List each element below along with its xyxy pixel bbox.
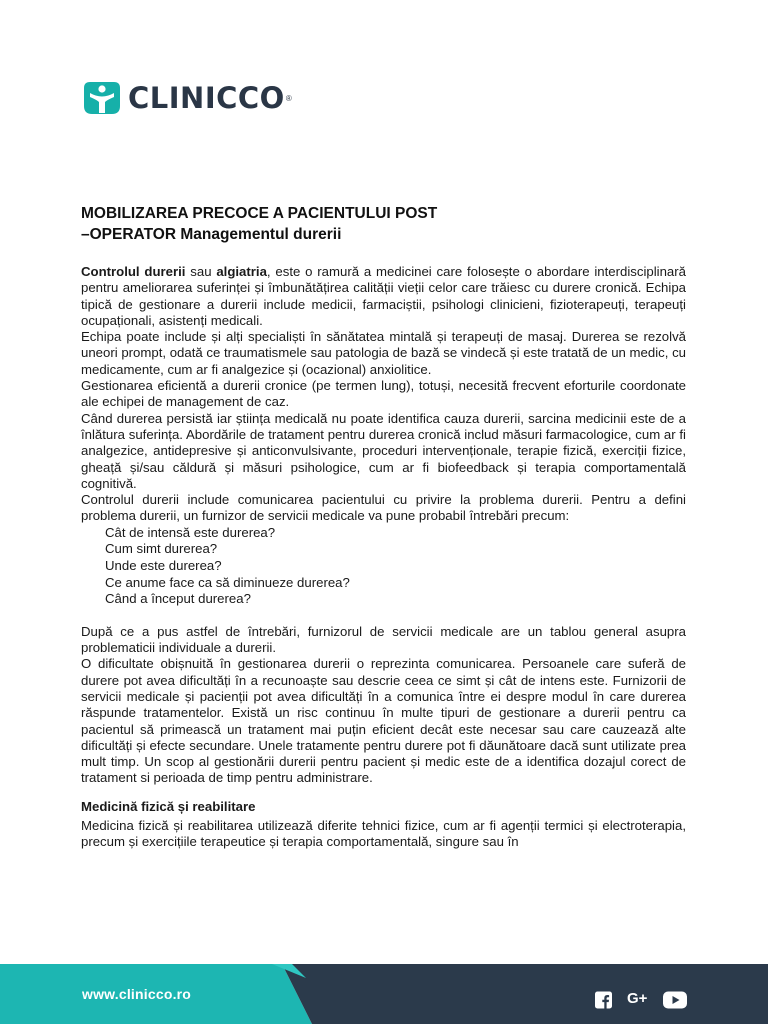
question-item: Cât de intensă este durerea? [105,524,276,540]
paragraph-persistent-pain: Când durerea persistă iar știința medicală nu poate identifica cauza durerii, sarcina medicinii este de a înlătura suferința. Abordările de tratament pentru durerea cronică includ măsuri farmacologice, cum ar fi analgezice, antidepresive și anticonvulsivante, proceduri intervenționale, terapie fizică, exerciții fizice, gheață și/sau căldură și măsuri psihologice, cum ar fi biofeedback și terapia comportamentală cognitivă. [81,410,686,491]
term-controlul-durerii: Controlul durerii [81,264,186,279]
paragraph-chronic: Gestionarea eficientă a durerii cronice (pe termen lung), totuși, necesită frecvent eforturile coordonate ale echipei de management de caz. [81,378,686,410]
question-item: Unde este durerea? [105,557,222,573]
term-algiatria: algiatria [216,264,267,279]
question-item: Ce anume face ca să diminueze durerea? [105,574,350,590]
document-title [81,203,691,245]
registered-mark: ® [285,93,292,103]
youtube-icon[interactable] [663,991,687,1009]
paragraph-rehab: Medicina fizică și reabilitarea utilizează diferite tehnici fizice, cum ar fi agenții termici și electroterapia, precum și exercițiile terapeutice și terapia comportamentală, singure sau în [81,817,686,850]
facebook-icon[interactable] [595,991,612,1009]
paragraph-difficulty: O dificultate obișnuită în gestionarea durerii o reprezinta comunicarea. Persoanele care suferă de durere pot avea dificultăți în a recunoaște sau descrie ceea ce simt și cât de intens este. Furnizorii de servicii medicale și pacienții pot avea dificultăți în a comunica între ei despre modul în care durerea răspunde tratamentelor. Există un risc continuu în multe tipuri de gestionare a durerii pentru ca pacientul să primească un tratament mai puțin eficient decât este necesar sau care cauzează alte dificultăți și efecte secundare. Unele tratamente pentru durere pot fi dăunătoare dacă sunt utilizate prea mult timp. Un scop al gestionării durerii pentru pacient și medic este de a identifica dozajul corect de tratament si perioada de timp pentru administrare. [81,656,686,786]
paragraph-intro [81,264,686,329]
question-list [81,525,686,608]
paragraph-communication: Controlul durerii include comunicarea pacientului cu privire la problema durerii. Pentru a defini problema durerii, un furnizor de servicii medicale va pune probabil întrebări precum: [81,492,686,524]
clinicco-logo [80,80,292,116]
website-link[interactable]: www.clinicco.ro [82,986,192,1002]
question-item: Cum simt durerea? [105,541,218,557]
paragraph-team: Echipa poate include și alți specialiști în sănătatea mintală și terapeuți de masaj. Durerea se rezolvă uneori prompt, odată ce traumatismele sau patologia de bază se vindecă și este tratată de un medic, cu medicamente, cum ar fi analgezice și (ocazional) anxiolitice. [81,329,686,377]
title-line-1: MOBILIZAREA PRECOCE A PACIENTULUI POST [81,205,438,222]
paragraph-overview: După ce a pus astfel de întrebări, furnizorul de servicii medicale are un tablou general asupra problematicii individuale a durerii. [81,623,686,656]
document-body [81,264,686,851]
google-plus-icon[interactable]: G+ [627,990,648,1007]
question-item: Când a început durerea? [105,591,251,607]
intro-text-1: sau [185,264,217,279]
logo-wordmark: CLINICCO [128,81,285,115]
spacer [81,608,686,624]
section-heading: Medicină fizică și reabilitare [81,798,256,814]
intro-text-2: , este o ramură a medicinei care folosește o abordare interdisciplinară pentru ameliorarea suferinței și îmbunătățirea calității vieții celor care trăiesc cu durere cronică. Echipa tipică de gestionare a durerii include medicii, farmaciștii, psihologi clinicieni, fizioterapeuți, terapeuți ocupaționali, asistenți medicali. [81,264,686,328]
title-line-2: –OPERATOR Managementul durerii [81,226,342,243]
clinicco-logo-icon [80,80,124,116]
